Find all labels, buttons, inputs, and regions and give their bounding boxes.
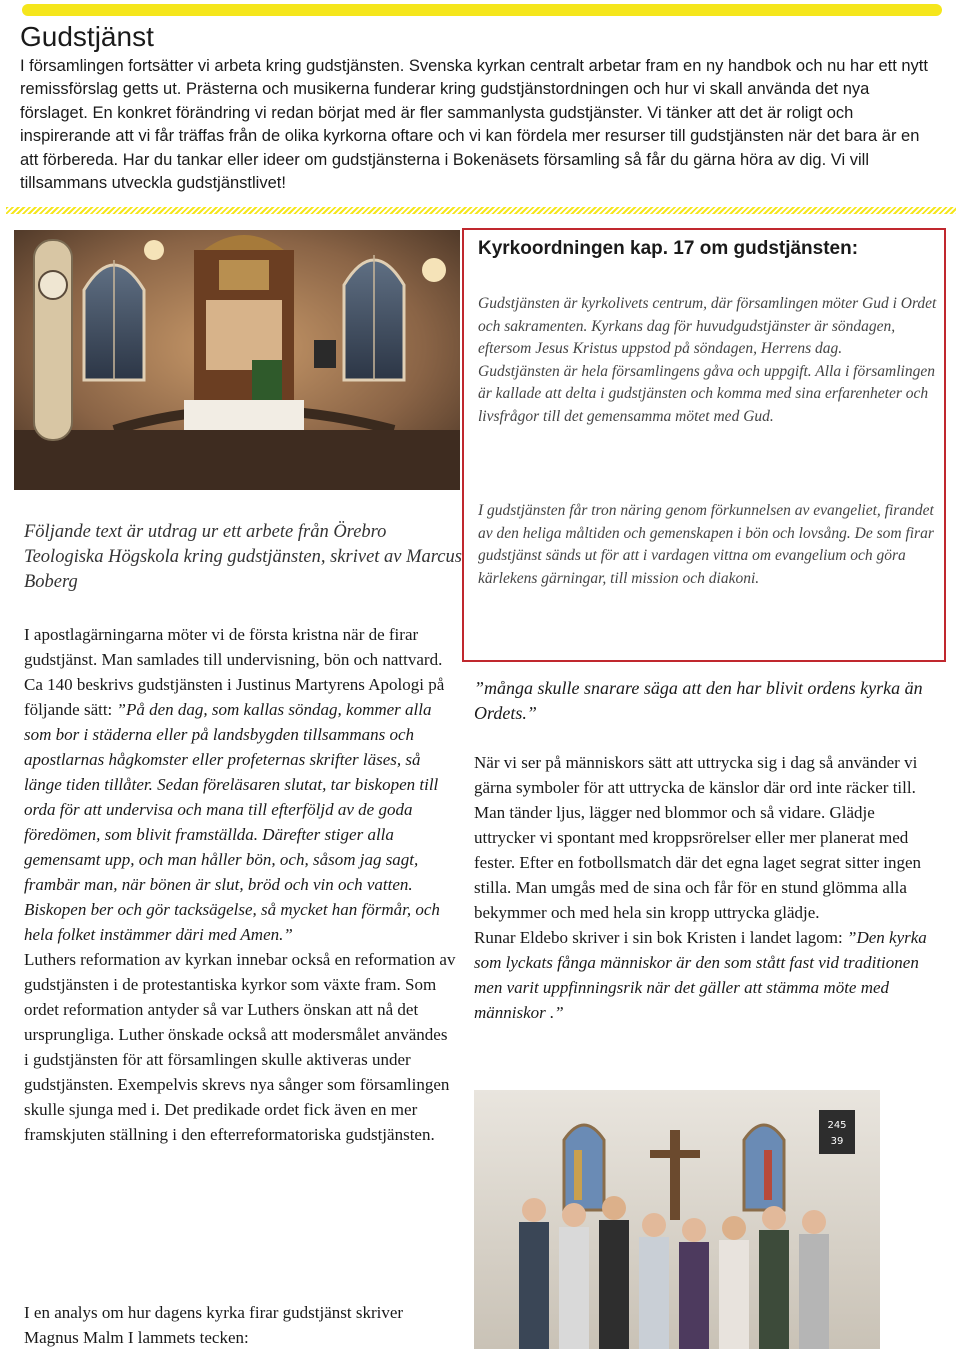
eldebo-quote: ”Den kyrka som lyckats fånga människor är den som stått fast vid traditionen men varit uppfinningsrik när det gäller att stämma möte med människor .” [474, 928, 927, 1022]
right-paragraph-2: Runar Eldebo skriver i sin bok Kristen i landet lagom: [474, 928, 843, 947]
intro-paragraph: I församlingen fortsätter vi arbeta kring gudstjänsten. Svenska kyrkan centralt arbetar fram en ny handbok och nu har ett nytt remissförslag getts ut. Prästerna och musikerna funderar kring gudstjänstordningen och hur vi skall använda det nya förslaget. En konkret förändring vi redan börjat med är fler sammanlysta gudstjänster. Vi tänker att det är roligt och inspirerande att vi får träffas från de olika kyrkorna oftare och vi kan fördela mer resurser till gudstjänsten när det bara är en att förbereda. Har du tankar eller ideer om gudstjänsterna i Bokenäsets församling så får du gärna höra av dig. Vi vill tillsammans utveckla gudstjänstlivet! [20, 57, 928, 193]
justinus-quote: ”På den dag, som kallas söndag, kommer alla som bor i städerna eller på landsbygden tillsammans och apostlarnas hågkomster eller profeternas skrifter läses, så länge tiden tillåter. Sedan föreläsaren slutat, tar biskopen till orda för att undervisa och mana till efterföljd av de goda föredömen, som blivit framställda. Därefter stiger alla gemensamt upp, och man håller bön, och, såsom jag sagt, frambär man, när bönen är slut, bröd och vin och vatten. Biskopen ber och gör tacksägelse, så mycket han förmår, och hela folket instämmer däri med Amen.” [24, 700, 440, 944]
box-paragraph-3: I gudstjänsten får tron näring genom förkunnelsen av evangeliet, firandet av den heliga måltiden och gemenskapen i bön och lovsång. De som firar gudstjänst sänds ut för att i vardagen vittna om evangelium och göra kärlekens gärningar, till mission och diakoni. [478, 502, 934, 587]
hymn-board-number-2: 39 [830, 1136, 844, 1147]
left-column-text [24, 622, 456, 1147]
box-paragraph-1: Gudstjänsten är kyrkolivets centrum, där församlingen möter Gud i Ordet och sakramenten. Kyrkans dag för huvudgudstjänster är söndagen, eftersom Jesus Kristus uppstod på söndagen, Herrens dag. [478, 295, 937, 357]
choir-photo [474, 1090, 880, 1349]
box-paragraph-2: Gudstjänsten är hela församlingens gåva och uppgift. Alla i församlingen är kallade att delta i gudstjänsten och komma med sina erfarenheter och livsfrågor till det gemensamma mötet med Gud. [478, 362, 935, 425]
left-paragraph-2: Luthers reformation av kyrkan innebar också en reformation av gudstjänsten i de protestantiska kyrkor som växte fram. Som ordet reformation antyder så var Luthers önskan att nå det ursprungliga. Luther önskade också att modersmålet användes i gudstjänsten för att församlingen skulle aktiveras under gudstjänsten. Exempelvis skrevs nya sånger som församlingen skulle sjunga med i. Det predikade ordet fick även en mer framskjuten ställning i den efterreformatoriska gudstjänsten. [24, 950, 456, 1144]
left-paragraph-1: I apostlagärningarna möter vi de första kristna när de firar gudstjänst. Man samlades till undervisning, bön och nattvard. Ca 140 beskrivs gudstjänsten i Justinus Martyrens Apologi på följande sätt: [24, 625, 445, 719]
top-accent-bar [22, 4, 942, 16]
box-title: Kyrkoordningen kap. 17 om gudstjänsten: [478, 238, 859, 259]
right-paragraph-1: När vi ser på människors sätt att uttrycka sig i dag så använder vi gärna symboler för att uttrycka de känslor där ord inte räcker till. Man tänder ljus, lägger ned blommor och så vidare. Glädje uttrycker vi spontant med kroppsrörelser eller mer planerat med fester. Efter en fotbollsmatch där det egna laget segrat sitter ingen stilla. Man umgås med de sina och får för en stund glömma alla bekymmer och med hela sin kropp uttrycka glädje. [474, 753, 922, 922]
right-column-text [474, 750, 936, 1025]
altar-photo [14, 230, 460, 490]
choir-photo-illustration [474, 1090, 880, 1349]
hymn-board-number-1: 245 [827, 1120, 847, 1131]
left-paragraph-3: I en analys om hur dagens kyrka firar gudstjänst skriver Magnus Malm I lammets tecken: [24, 1303, 404, 1347]
left-intro-italic: Följande text är utdrag ur ett arbete från Örebro Teologiska Högskola kring gudstjänsten, skrivet av Marcus Boberg [24, 522, 462, 592]
altar-photo-illustration [14, 230, 460, 490]
page-title: Gudstjänst [20, 21, 154, 52]
hatched-divider [6, 207, 956, 214]
box-body [478, 293, 938, 428]
malm-quote: ”många skulle snarare säga att den har blivit ordens kyrka än Ordets.” [474, 678, 923, 723]
